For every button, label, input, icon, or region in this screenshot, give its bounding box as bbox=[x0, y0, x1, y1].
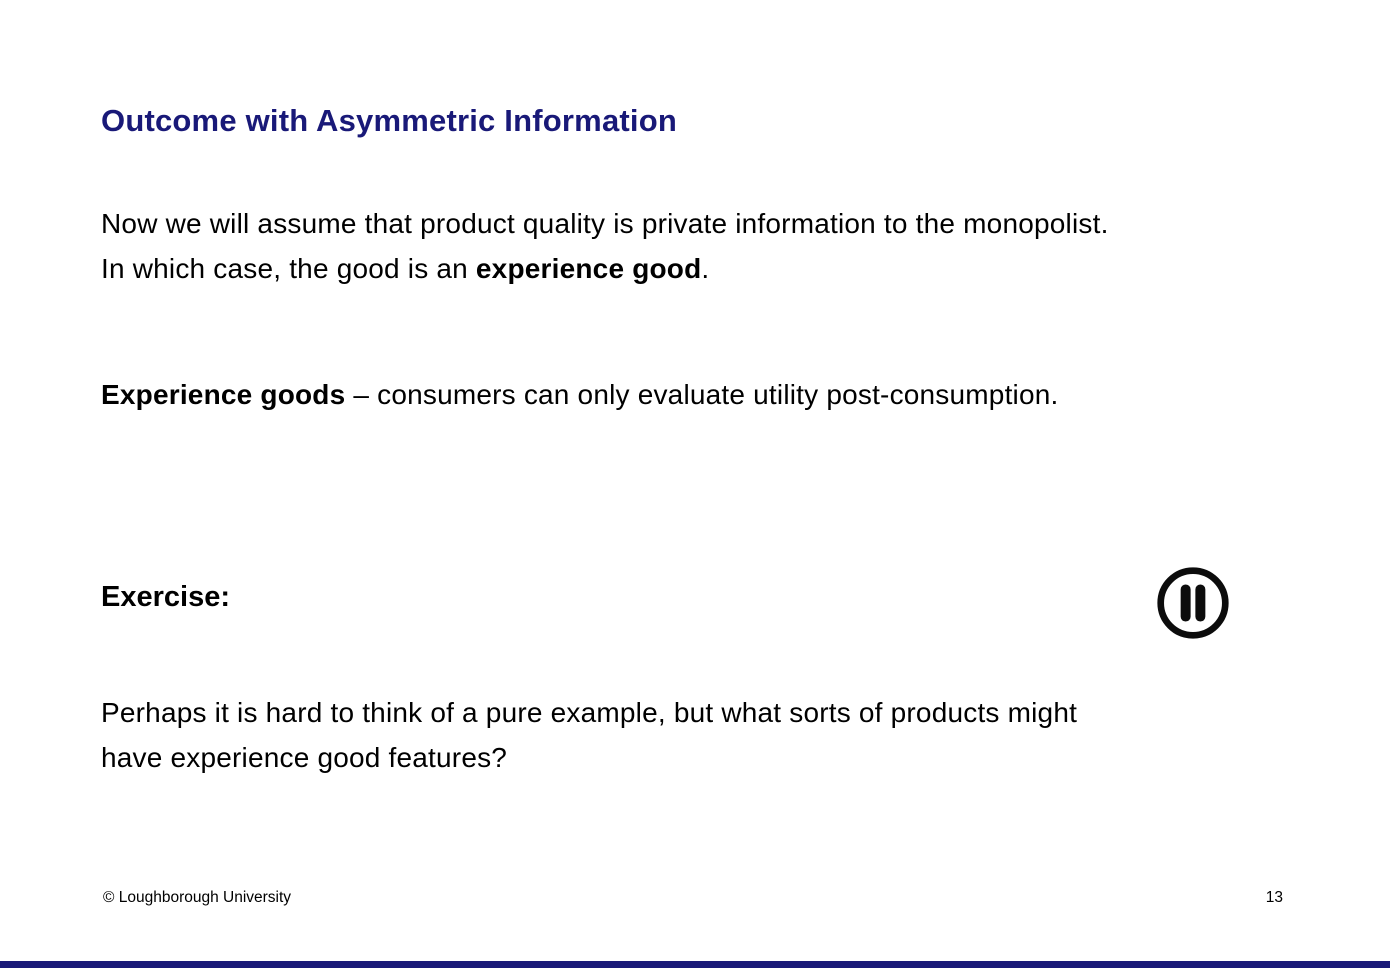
paragraph-intro-line2 bbox=[101, 246, 1109, 291]
paragraph-intro-line1: Now we will assume that product quality is private information to the monopolist. bbox=[101, 208, 1109, 239]
paragraph-definition bbox=[101, 372, 1059, 417]
pause-icon[interactable] bbox=[1155, 565, 1231, 641]
experience-goods-term: Experience goods bbox=[101, 379, 346, 410]
footer-page-number: 13 bbox=[1265, 889, 1283, 906]
paragraph-intro-line2-text: In which case, the good is an bbox=[101, 253, 476, 284]
paragraph-question bbox=[101, 690, 1077, 780]
paragraph-question-line1: Perhaps it is hard to think of a pure example, but what sorts of products might bbox=[101, 697, 1078, 728]
experience-good-term: experience good bbox=[475, 253, 702, 284]
paragraph-definition-line bbox=[101, 372, 1059, 417]
footer-accent-bar bbox=[0, 961, 1390, 968]
paragraph-question-line2: have experience good features? bbox=[101, 742, 508, 773]
footer-copyright: © Loughborough University bbox=[103, 889, 292, 906]
paragraph-intro bbox=[101, 201, 1109, 291]
paragraph-definition-text: – consumers can only evaluate utility post-consumption. bbox=[345, 379, 1059, 410]
paragraph-intro-line2-period: . bbox=[701, 253, 710, 284]
slide-title: Outcome with Asymmetric Information bbox=[101, 103, 677, 138]
pause-icon-glyph bbox=[1155, 565, 1231, 641]
exercise-heading: Exercise: bbox=[101, 581, 230, 613]
